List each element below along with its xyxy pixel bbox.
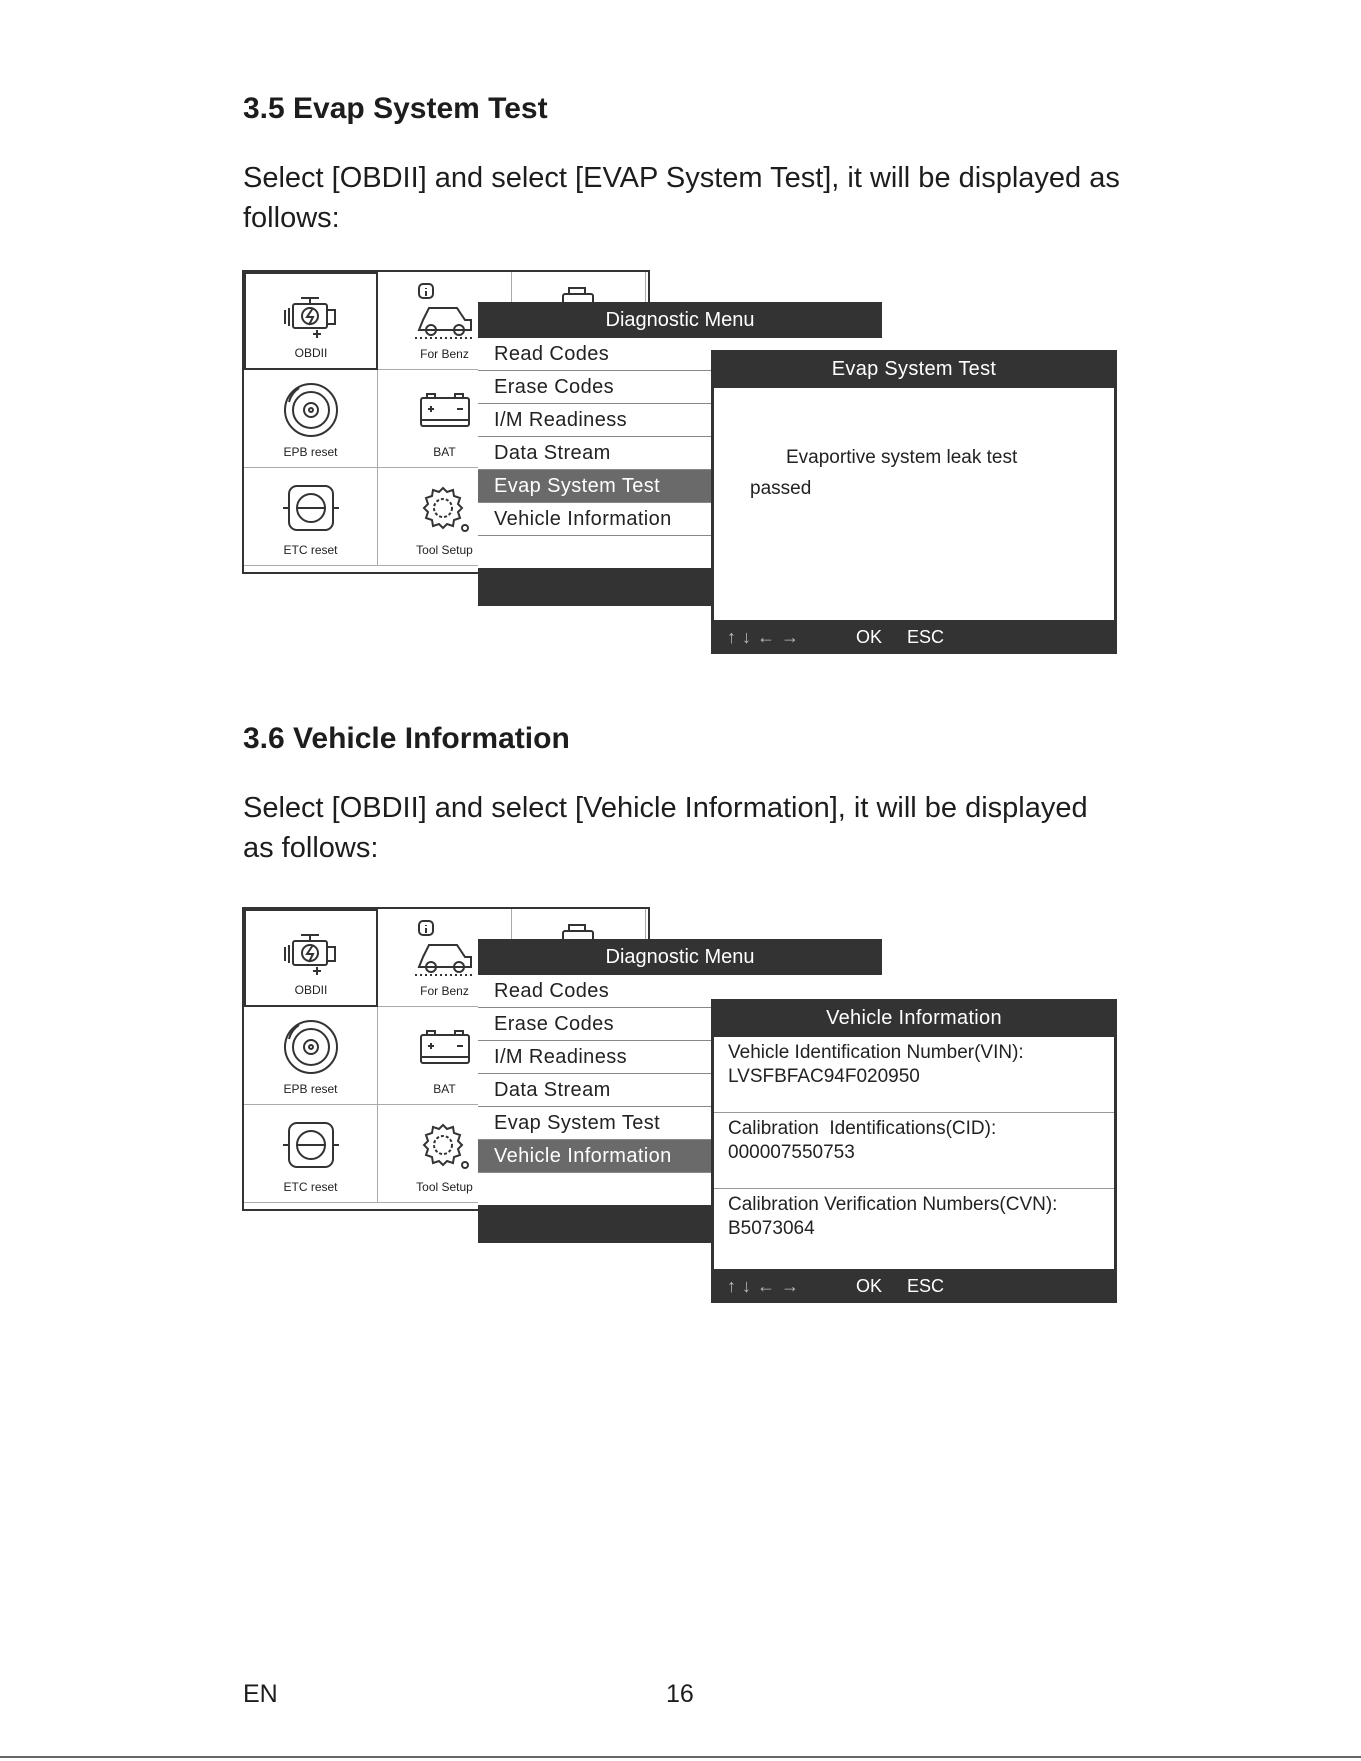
info-value: LVSFBFAC94F020950 (728, 1066, 920, 1087)
menu-item-evap-system-test[interactable]: Evap System Test (478, 470, 882, 503)
section-instruction-evap: Select [OBDII] and select [EVAP System Test], it will be displayed as follows: (243, 162, 1120, 234)
menu-item-evap-system-test[interactable]: Evap System Test (478, 1107, 882, 1140)
menu-item-vehicle-information[interactable]: Vehicle Information (478, 503, 882, 536)
menu-item-data-stream[interactable]: Data Stream (478, 437, 882, 470)
tile-label: OBDII (294, 346, 328, 360)
esc-button[interactable]: ESC (907, 627, 945, 647)
menu-item-im-readiness[interactable]: I/M Readiness (478, 1041, 882, 1074)
brake-disc-icon (244, 1017, 377, 1079)
panel-footer (711, 1269, 1117, 1303)
panel-title: Vehicle Information (826, 1007, 1002, 1029)
esc-button[interactable]: ESC (907, 1276, 945, 1296)
ok-button[interactable]: OK (856, 1276, 883, 1296)
tile-etc-reset[interactable] (244, 1105, 378, 1203)
tile-label: ETC reset (283, 543, 338, 557)
brake-disc-icon (244, 380, 377, 442)
info-label: Calibration Identifications(CID): (728, 1118, 997, 1139)
menu-item-erase-codes[interactable]: Erase Codes (478, 1008, 882, 1041)
evap-result-message: Evaportive system leak test passed (750, 447, 1018, 499)
info-entry-cvn (714, 1189, 1114, 1265)
menu-item-im-readiness[interactable]: I/M Readiness (478, 404, 882, 437)
info-entry-cid (714, 1113, 1114, 1189)
engine-icon (246, 921, 376, 983)
tile-label: For Benz (420, 347, 469, 361)
tile-label: BAT (433, 1082, 456, 1096)
info-label: Calibration Verification Numbers(CVN): (728, 1194, 1058, 1215)
arrow-keys-icon[interactable]: ↑↓←→ (727, 627, 805, 647)
evap-figure (242, 270, 1117, 670)
panel-title: Evap System Test (831, 358, 997, 380)
tile-label: BAT (433, 445, 456, 459)
tile-obdii[interactable] (244, 909, 378, 1007)
section-instruction-vehicle-info: Select [OBDII] and select [Vehicle Information], it will be displayed as follows: (243, 792, 1088, 864)
panel-body (714, 388, 1114, 620)
section-heading-evap: 3.5 Evap System Test (243, 92, 548, 125)
menu-item-data-stream[interactable]: Data Stream (478, 1074, 882, 1107)
menu-item-read-codes[interactable]: Read Codes (478, 975, 882, 1008)
section-heading-vehicle-info: 3.6 Vehicle Information (243, 722, 570, 755)
page-number: 16 (666, 1680, 694, 1708)
footer-language: EN (243, 1680, 278, 1708)
vehicle-info-figure (242, 907, 1117, 1307)
info-value: B5073064 (728, 1218, 815, 1239)
tile-label: OBDII (294, 983, 328, 997)
tile-label: Tool Setup (416, 1180, 473, 1194)
panel-footer (711, 620, 1117, 654)
menu-title: Diagnostic Menu (605, 946, 755, 968)
tile-epb-reset[interactable] (244, 1007, 378, 1105)
throttle-icon (244, 1115, 377, 1177)
tile-label: ETC reset (283, 1180, 338, 1194)
tile-label: For Benz (420, 984, 469, 998)
tile-label: Tool Setup (416, 543, 473, 557)
bottom-rule (0, 1756, 1361, 1758)
arrow-keys-icon[interactable]: ↑↓←→ (727, 1276, 805, 1296)
tile-obdii[interactable] (244, 272, 378, 370)
menu-title: Diagnostic Menu (605, 309, 755, 331)
info-value: 000007550753 (728, 1142, 855, 1163)
tile-label: EPB reset (283, 445, 338, 459)
tile-epb-reset[interactable] (244, 370, 378, 468)
ok-button[interactable]: OK (856, 627, 883, 647)
engine-icon (246, 284, 376, 346)
info-label: Vehicle Identification Number(VIN): (728, 1042, 1024, 1063)
tile-label: EPB reset (283, 1082, 338, 1096)
tile-etc-reset[interactable] (244, 468, 378, 566)
throttle-icon (244, 478, 377, 540)
info-entry-vin (714, 1037, 1114, 1113)
menu-item-erase-codes[interactable]: Erase Codes (478, 371, 882, 404)
evap-result-panel (711, 350, 1117, 654)
vehicle-info-panel (711, 999, 1117, 1303)
menu-item-read-codes[interactable]: Read Codes (478, 338, 882, 371)
panel-body (714, 1037, 1114, 1269)
menu-item-vehicle-information[interactable]: Vehicle Information (478, 1140, 882, 1173)
